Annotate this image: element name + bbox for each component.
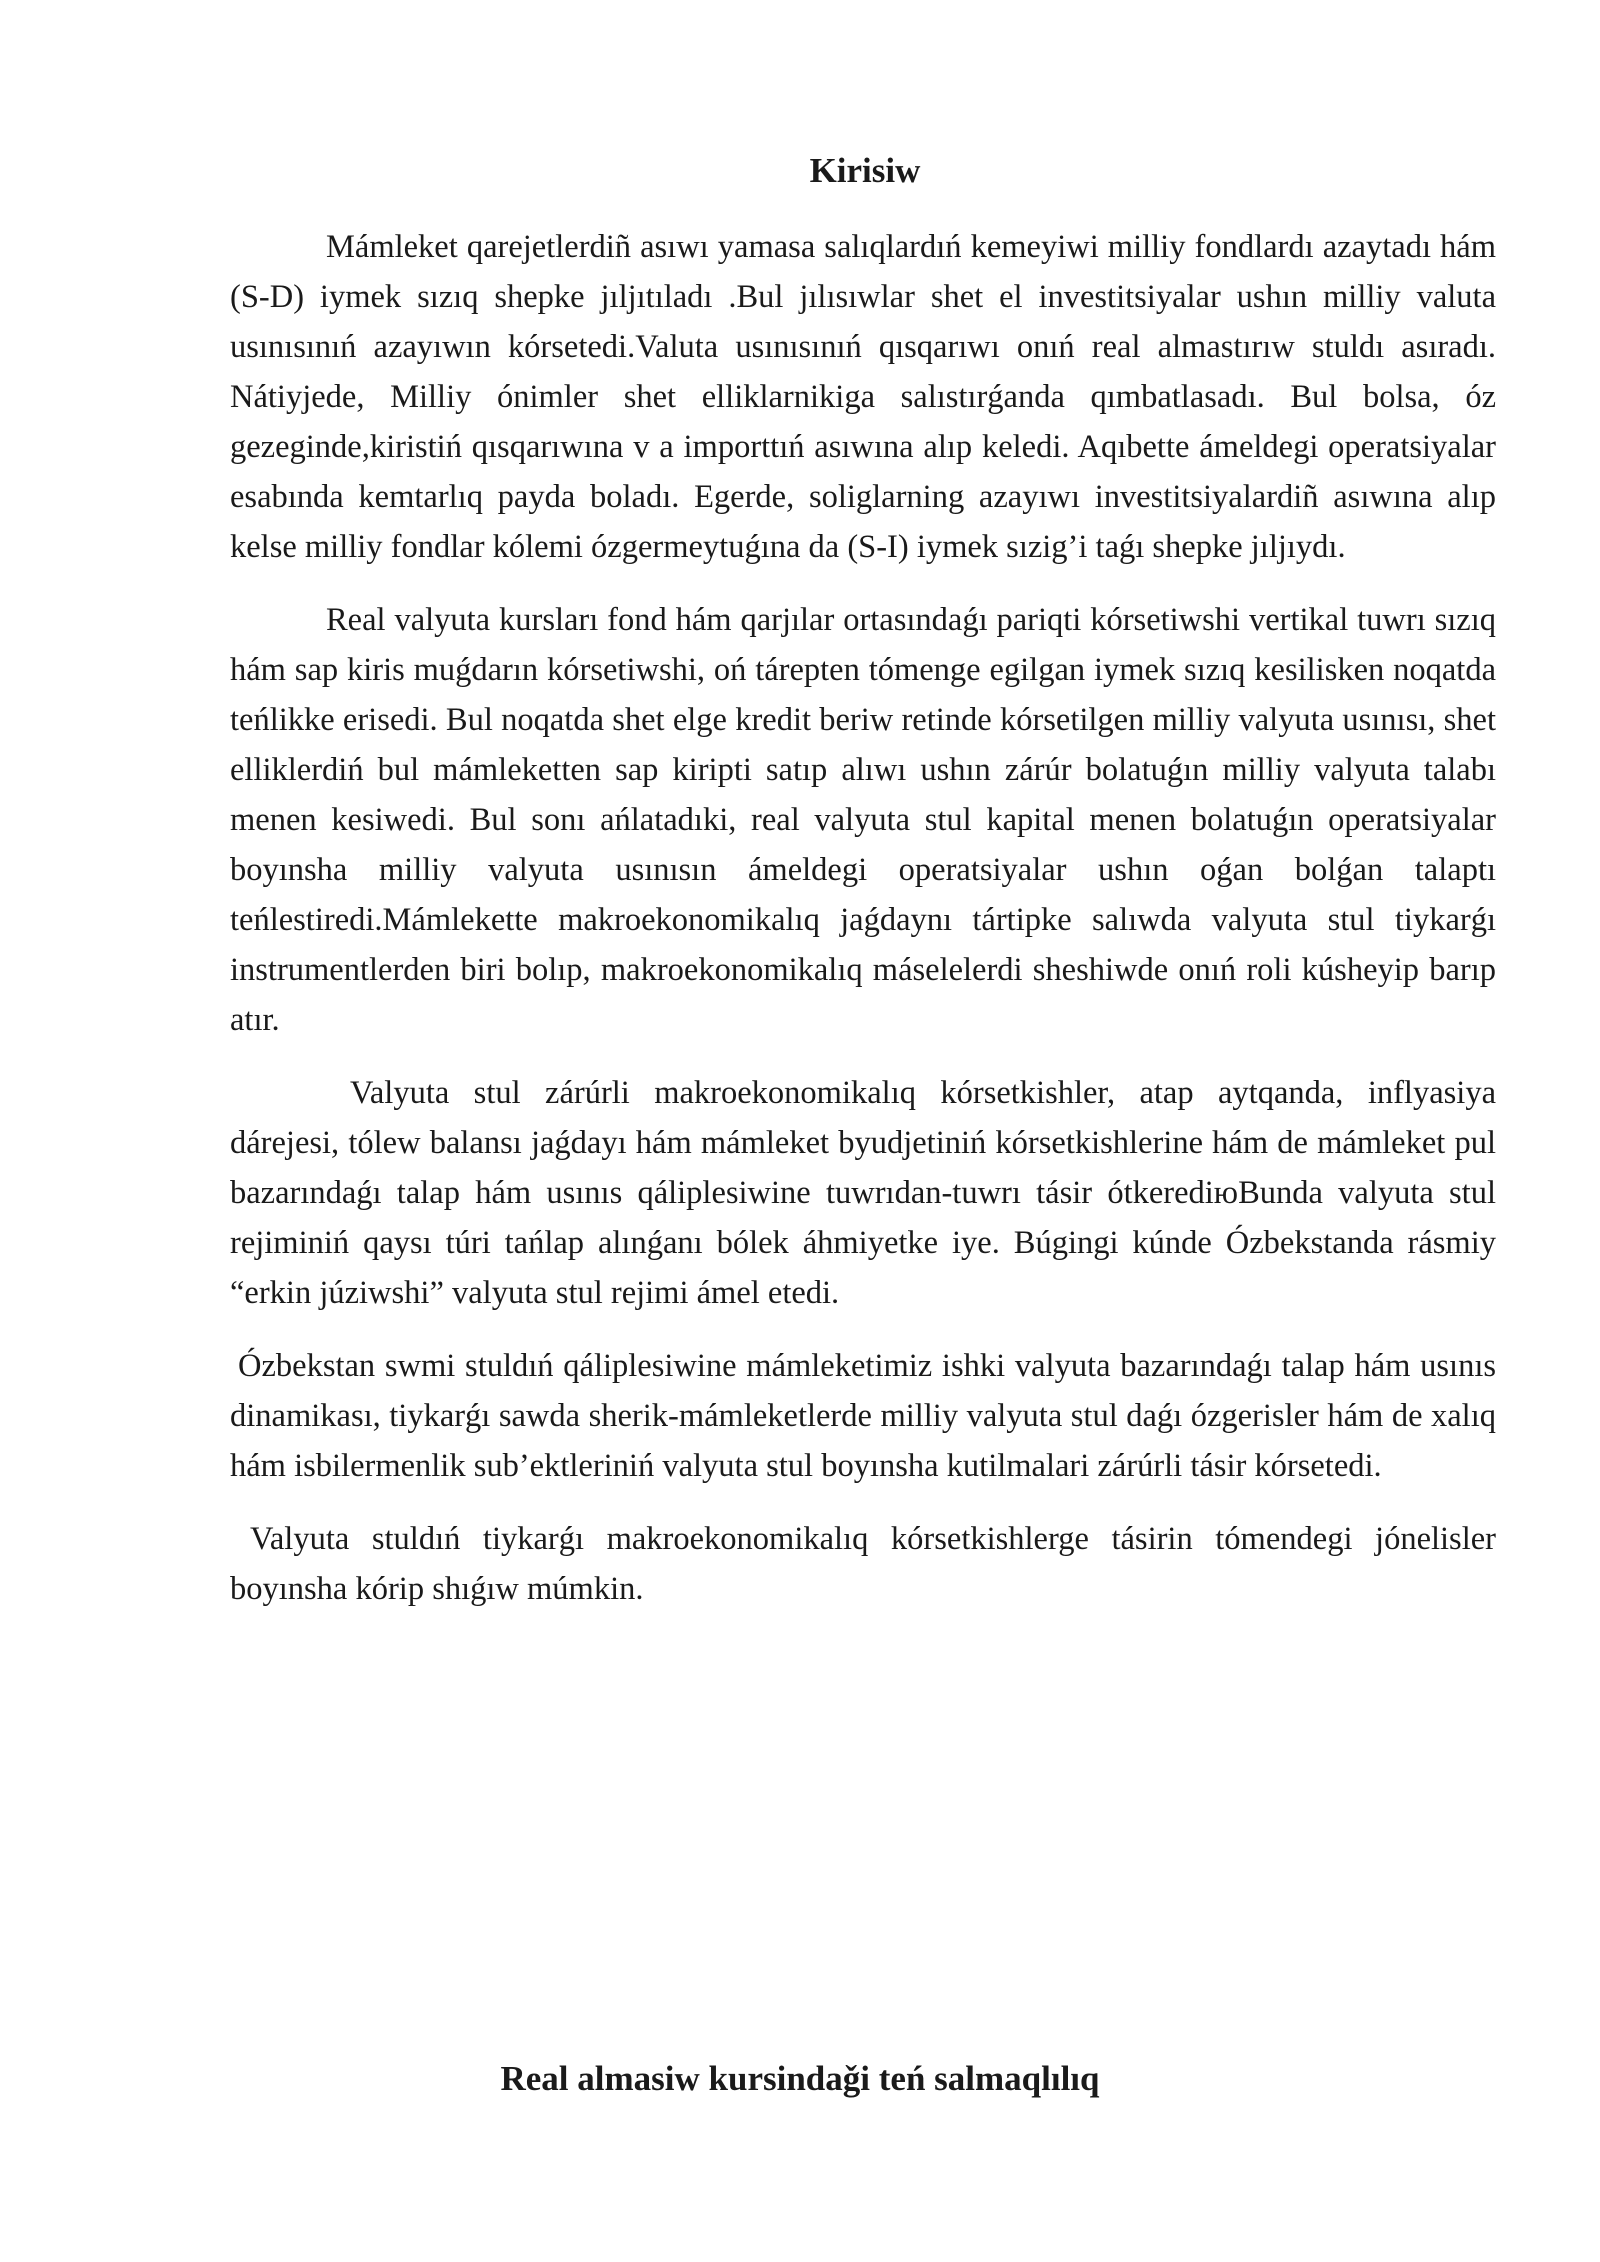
body-text xyxy=(230,222,1496,1637)
paragraph-4: Ózbekstan swmi stuldıń qáliplesiwine mámleketimiz ishki valyuta bazarındaǵı talap hám usınıs dinamikası, tiykarǵı sawda sherik-mámleketlerde milliy valyuta stul daǵı ózgerisler hám de xalıq hám isbilermenlik sub’ektleriniń valyuta stul boyınsha kutilmalari zárúrli tásir kórsetedi. xyxy=(230,1348,1496,1484)
section-heading: Real almasiw kursindaǧi teń salmaqlılıq xyxy=(500,2059,1100,2098)
paragraph-1: Mámleket qarejetlerdiñ asıwı yamasa salıqlardıń kemeyiwi milliy fondlardı azaytadı hám (S-D) iymek sızıq shepke jıljıtıladı .Bul jılısıwlar shet el investitsiyalar ushın milliy valuta usınısınıń azayıwın kórsetedi.Valuta usınısınıń qısqarıwı onıń real almastırıw stuldı asıradı. Nátiyjede, Milliy ónimler shet elliklarnikiga salıstırǵanda qımbatlasadı. Bul bolsa, óz gezeginde,kiristiń qısqarıwına v a importtıń asıwına alıp keledi. Aqıbette ámeldegi operatsiyalar esabında kemtarlıq payda boladı. Egerde, soliglarning azayıwı investitsiyalardiñ asıwına alıp kelse milliy fondlar kólemi ózgermeytuǵına da (S-I) iymek sızig’i taǵı shepke jıljıydı. xyxy=(230,229,1496,565)
paragraph-5: Valyuta stuldıń tiykarǵı makroekonomikalıq kórsetkishlerge tásirin tómendegi jónelisler boyınsha kórip shıǵıw múmkin. xyxy=(230,1521,1496,1607)
page-title: Kirisiw xyxy=(809,151,921,190)
paragraph-2: Real valyuta kursları fond hám qarjılar ortasındaǵı pariqti kórsetiwshi vertikal tuwrı sızıq hám sap kiris muǵdarın kórsetiwshi, oń tárepten tómenge egilgan iymek sızıq kesilisken noqatda teńlikke erisedi. Bul noqatda shet elge kredit beriw retinde kórsetilgen milliy valyuta usınısı, shet elliklerdiń bul mámleketten sap kiripti satıp alıwı ushın zárúr bolatuǵın milliy valyuta talabı menen kesiwedi. Bul sonı ańlatadıki, real valyuta stul kapital menen bolatuǵın operatsiyalar boyınsha milliy valyuta usınısın ámeldegi operatsiyalar ushın oǵan bolǵan talaptı teńlestiredi.Mámlekette makroekonomikalıq jaǵdaynı tártipke salıwda valyuta stul tiykarǵı instrumentlerden biri bolıp, makroekonomikalıq máselelerdi sheshiwde onıń roli kúsheyip barıp atır. xyxy=(230,602,1496,1038)
paragraph-3: Valyuta stul zárúrli makroekonomikalıq kórsetkishler, atap aytqanda, inflyasiya dárejesi, tólew balansı jaǵdayı hám mámleket byudjetiniń kórsetkishlerine hám de mámleket pul bazarındaǵı talap hám usınıs qáliplesiwine tuwrıdan-tuwrı tásir ótkerediюBunda valyuta stul rejiminiń qaysı túri tańlap alınǵanı bólek áhmiyetke iye. Búgingi kúnde Ózbekstanda rásmiy “erkin júziwshi” valyuta stul rejimi ámel etedi. xyxy=(230,1075,1496,1311)
